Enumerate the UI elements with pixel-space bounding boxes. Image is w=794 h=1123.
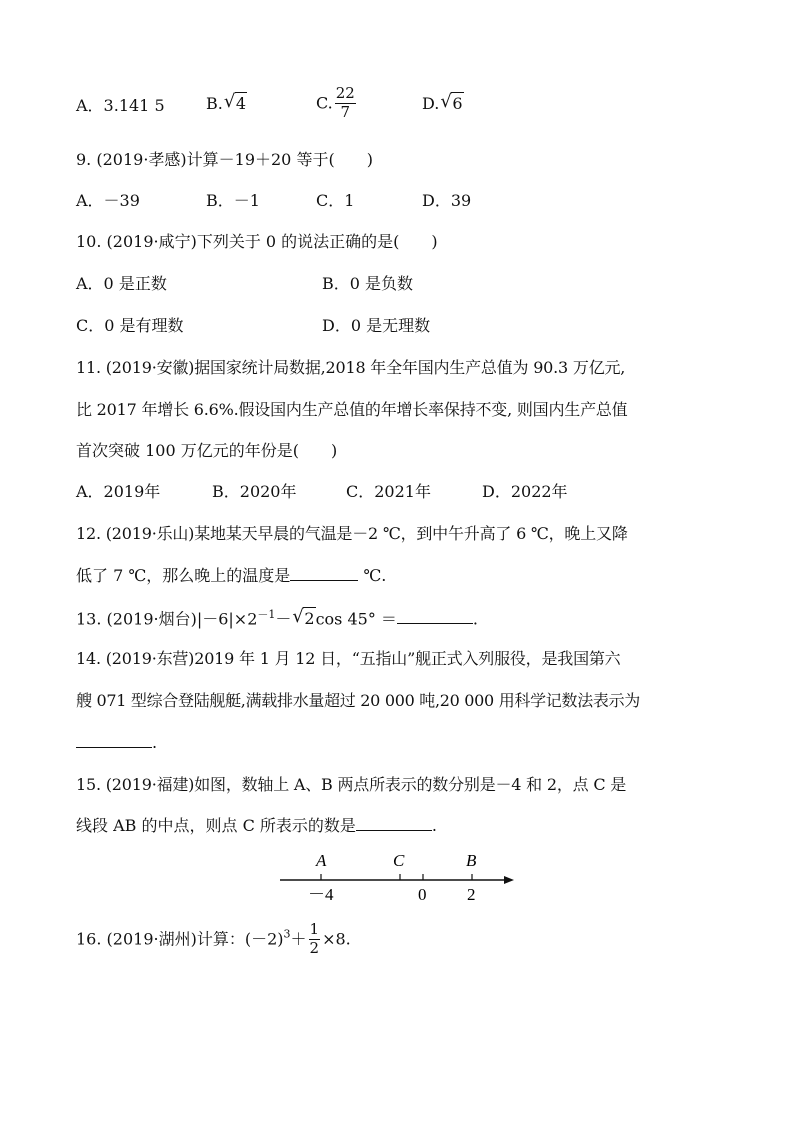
q8-option-b: B. √ 4 <box>206 91 247 113</box>
q15-line2: 线段 AB 的中点，则点 C 所表示的数是 . <box>76 816 437 835</box>
label-b: B <box>466 851 477 870</box>
answer-blank <box>397 611 473 624</box>
tick-label-minus4: －4 <box>308 885 334 904</box>
q12-line2: 低了 7 ℃，那么晚上的温度是 ℃. <box>76 566 387 585</box>
q9-option-d: D．39 <box>422 191 472 210</box>
q11-option-d: D．2022年 <box>482 482 568 501</box>
q11-line3: 首次突破 100 万亿元的年份是( ) <box>76 441 338 460</box>
q10-option-c: C．0 是有理数 <box>76 316 184 335</box>
number-line <box>276 848 520 908</box>
q16: 16. (2019·湖州)计算：$(-2)^3+$ $\frac{1}{2}$ ×8. <box>76 920 351 957</box>
q14-line2: 艘 071 型综合登陆舰艇,满载排水量超过 20 000 吨,20 000 用科学记数法表示为 <box>76 691 641 710</box>
q9-option-c: C．1 <box>316 191 355 210</box>
q11-line2: 比 2017 年增长 6.6%.假设国内生产总值的年增长率保持不变, 则国内生产总值 <box>76 400 628 419</box>
q14-line3: . <box>76 735 157 751</box>
q14-line1: 14. (2019·东营)2019 年 1 月 12 日，“五指山”舰正式入列服役，是我国第六 <box>76 649 621 668</box>
q10-option-a: A．0 是正数 <box>76 274 167 293</box>
answer-blank <box>356 818 432 831</box>
fraction: $\frac{1}{2}$ <box>309 920 320 957</box>
q9-stem: 9. (2019·孝感)计算－19＋20 等于( ) <box>76 150 373 169</box>
fraction: $\frac{22}{7}$ <box>335 84 355 121</box>
q11-option-b: B．2020年 <box>212 482 297 501</box>
q11-option-c: C．2021年 <box>346 482 431 501</box>
q15-line1: 15. (2019·福建)如图，数轴上 A、B 两点所表示的数分别是－4 和 2，点 C 是 <box>76 775 627 794</box>
q10-option-d: D．0 是无理数 <box>322 316 431 335</box>
q8-option-c: C. $\frac{22}{7}$ <box>316 84 355 121</box>
tick-label-zero: 0 <box>418 885 427 904</box>
q8-option-a: A．3.141 5 <box>76 96 165 115</box>
q12-line1: 12. (2019·乐山)某地某天早晨的气温是－2 ℃，到中午升高了 6 ℃，晚上又降 <box>76 524 628 543</box>
sqrt-sign: √ 2 <box>292 606 315 629</box>
label-c: C <box>393 851 405 870</box>
answer-blank <box>290 568 358 581</box>
answer-blank <box>76 735 152 748</box>
q9-option-b: B．－1 <box>206 191 260 210</box>
arrow-icon <box>504 876 514 884</box>
q11-line1: 11. (2019·安徽)据国家统计局数据,2018 年全年国内生产总值为 90.3 万亿元, <box>76 358 626 377</box>
q11-option-a: A．2019年 <box>76 482 161 501</box>
tick-label-two: 2 <box>467 885 476 904</box>
q8-option-d: D. √ 6 <box>422 91 463 113</box>
label-a: A <box>316 851 327 870</box>
q13: 13. (2019·烟台)$|-6|\times 2^{-1}-$ √ 2cos 45° ＝ . <box>76 606 479 629</box>
q10-stem: 10. (2019·咸宁)下列关于 0 的说法正确的是( ) <box>76 232 438 251</box>
sqrt-sign: √ 6 <box>440 91 463 113</box>
q10-option-b: B．0 是负数 <box>322 274 414 293</box>
q9-option-a: A．－39 <box>76 191 140 210</box>
sqrt-sign: √ 4 <box>223 91 247 113</box>
